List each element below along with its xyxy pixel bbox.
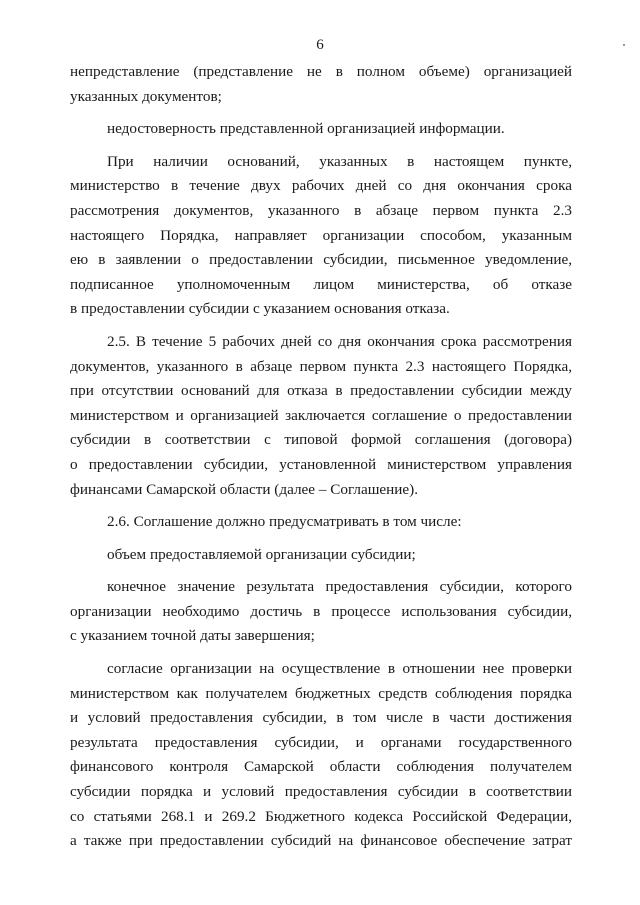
text-line: результата предоставления субсидии, и органами государственного xyxy=(70,733,572,751)
text-line: При наличии оснований, указанных в настоящем пункте, xyxy=(107,152,572,170)
text-line: документов, указанного в абзаце первом пункта 2.3 настоящего Порядка, xyxy=(70,357,572,375)
scan-speck xyxy=(623,44,625,46)
text-line: указанных документов; xyxy=(70,87,222,105)
document-body xyxy=(70,60,572,854)
text-line: организации необходимо достичь в процессе использования субсидии, xyxy=(70,602,572,620)
text-line: финансового контроля Самарской области соблюдения получателем xyxy=(70,758,572,776)
text-line: 2.5. В течение 5 рабочих дней со дня окончания срока рассмотрения xyxy=(107,332,572,350)
text-line: министерство в течение двух рабочих дней со дня окончания срока xyxy=(70,177,572,195)
text-line: субсидии порядка и условий предоставления субсидии в соответствии xyxy=(70,783,572,801)
text-line: министерством и организацией заключается соглашение о предоставлении xyxy=(70,406,572,424)
text-line: субсидии в соответствии с типовой формой соглашения (договора) xyxy=(70,431,572,449)
text-line: с указанием точной даты завершения; xyxy=(70,627,315,645)
text-line: о предоставлении субсидии, установленной министерством управления xyxy=(70,455,572,473)
text-line: объем предоставляемой организации субсидии; xyxy=(107,545,416,563)
text-line: рассмотрения документов, указанного в абзаце первом пункта 2.3 xyxy=(70,201,572,219)
text-line: и условий предоставления субсидии, в том числе в части достижения xyxy=(70,709,572,727)
text-line: в предоставлении субсидии с указанием основания отказа. xyxy=(70,300,450,318)
text-line: подписанное уполномоченным лицом министерства, об отказе xyxy=(70,275,572,293)
text-line: конечное значение результата предоставления субсидии, которого xyxy=(107,578,572,596)
text-line: 2.6. Соглашение должно предусматривать в том числе: xyxy=(107,513,462,531)
text-line: при отсутствии оснований для отказа в предоставлении субсидии между xyxy=(70,382,572,400)
text-line: согласие организации на осуществление в отношении нее проверки xyxy=(107,660,572,678)
text-line: со статьями 268.1 и 269.2 Бюджетного кодекса Российской Федерации, xyxy=(70,807,572,825)
text-line: ею в заявлении о предоставлении субсидии, письменное уведомление, xyxy=(70,251,572,269)
text-line: настоящего Порядка, направляет организации способом, указанным xyxy=(70,226,572,244)
text-line: а также при предоставлении субсидий на финансовое обеспечение затрат xyxy=(70,832,572,850)
page-number: 6 xyxy=(316,37,324,53)
text-line: непредставление (представление не в полном объеме) организацией xyxy=(70,63,572,80)
text-line: министерством как получателем бюджетных средств соблюдения порядка xyxy=(70,684,572,702)
text-line: недостоверность представленной организацией информации. xyxy=(107,120,505,138)
text-line: финансами Самарской области (далее – Соглашение). xyxy=(70,480,419,498)
